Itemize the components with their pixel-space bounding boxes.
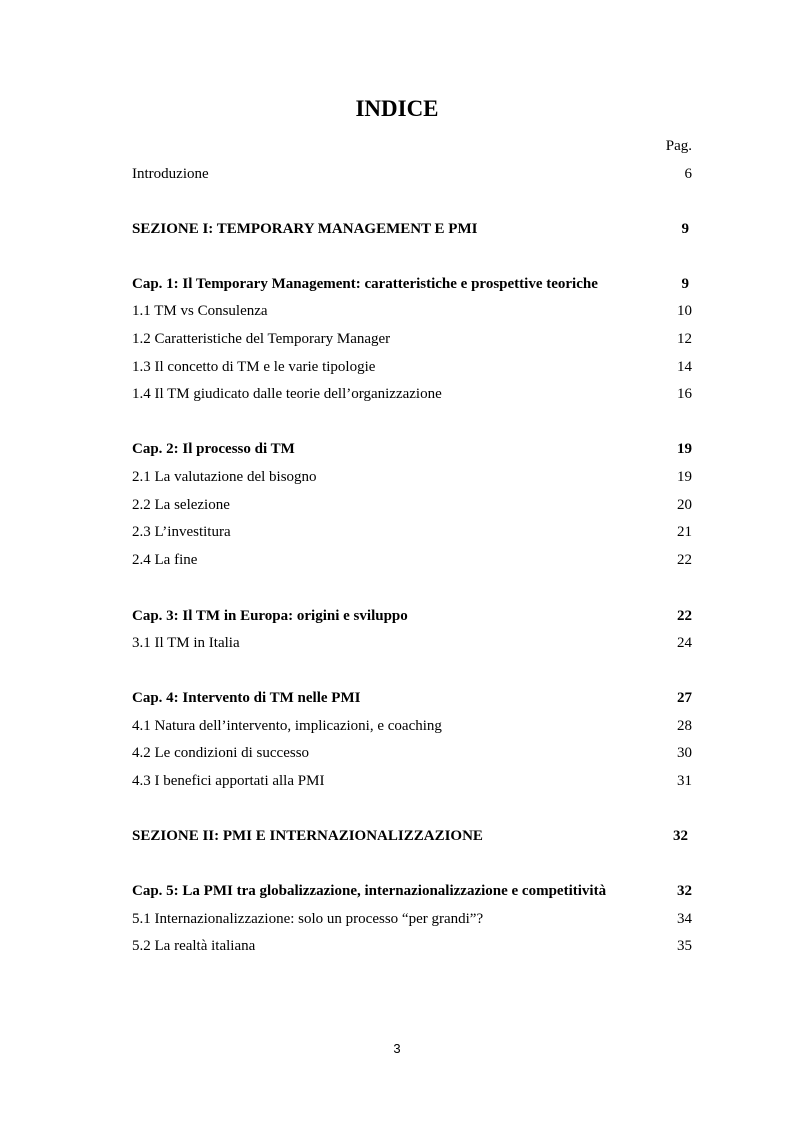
toc-entry-text: 3.1 Il TM in Italia — [132, 635, 240, 651]
toc-row — [132, 356, 692, 378]
toc-entry-page: 19 — [677, 441, 692, 457]
toc-entry-page: 9 — [681, 221, 689, 237]
toc-entry-text: 2.1 La valutazione del bisogno — [132, 469, 317, 485]
toc-entry-page: 32 — [677, 883, 692, 899]
toc-row-intro — [132, 163, 692, 185]
toc-entry-page: 27 — [677, 690, 692, 706]
toc-entry-text: SEZIONE II: PMI E INTERNAZIONALIZZAZIONE — [132, 828, 483, 844]
toc-entry-text: Cap. 4: Intervento di TM nelle PMI — [132, 690, 361, 706]
toc-row-section-2 — [132, 825, 692, 847]
toc-row — [132, 632, 692, 654]
toc-entry-text: 4.1 Natura dell’intervento, implicazioni, e coaching — [132, 718, 442, 734]
toc-row-chapter-1 — [132, 273, 692, 295]
toc-entry-page: 21 — [677, 524, 692, 540]
toc-entry-page: 9 — [681, 276, 689, 292]
toc-row — [132, 742, 692, 764]
toc-entry-text: 1.2 Caratteristiche del Temporary Manager — [132, 331, 391, 347]
toc-entry-text: 4.3 I benefici apportati alla PMI — [132, 773, 325, 789]
toc-entry-text: Cap. 2: Il processo di TM — [132, 441, 295, 457]
toc-entry-text: 1.3 Il concetto di TM e le varie tipologie — [132, 359, 376, 375]
toc-row-chapter-3 — [132, 605, 692, 627]
toc-entry-text: 5.1 Internazionalizzazione: solo un processo “per grandi”? — [132, 911, 484, 927]
toc-entry-text: 1.1 TM vs Consulenza — [132, 303, 268, 319]
toc-entry-page: 22 — [677, 552, 692, 568]
toc-entry-page: 24 — [677, 635, 692, 651]
toc-entry-text: Cap. 1: Il Temporary Management: caratteristiche e prospettive teoriche — [132, 276, 598, 292]
toc-row — [132, 549, 692, 571]
toc-entry-text: 2.4 La fine — [132, 552, 198, 568]
toc-entry-page: 14 — [677, 359, 692, 375]
toc-entry-page: 22 — [677, 608, 692, 624]
toc-entry-text: Cap. 3: Il TM in Europa: origini e sviluppo — [132, 608, 408, 624]
toc-entry-page: 10 — [677, 303, 692, 319]
page-column-label: Pag. — [665, 138, 692, 154]
toc-entry-page: 20 — [677, 497, 692, 513]
toc-row — [132, 770, 692, 792]
toc-row — [132, 494, 692, 516]
toc-entry-page: 12 — [677, 331, 692, 347]
toc-row-section-1 — [132, 218, 692, 240]
toc-entry-text: Cap. 5: La PMI tra globalizzazione, internazionalizzazione e competitività — [132, 883, 607, 899]
toc-entry-page: 31 — [677, 773, 692, 789]
toc-entry-page: 32 — [673, 828, 688, 844]
toc-row — [132, 466, 692, 488]
toc-entry-text: 4.2 Le condizioni di successo — [132, 745, 310, 761]
toc-entry-text: Introduzione — [132, 166, 209, 182]
toc-entry-text: 1.4 Il TM giudicato dalle teorie dell’organizzazione — [132, 386, 442, 402]
page-number: 3 — [393, 1041, 401, 1056]
toc-entry-page: 16 — [677, 386, 692, 402]
toc-entry-text: 5.2 La realtà italiana — [132, 938, 256, 954]
toc-entry-page: 6 — [684, 166, 692, 182]
toc-row — [132, 328, 692, 350]
toc-row — [132, 383, 692, 405]
toc-entry-page: 30 — [677, 745, 692, 761]
toc-row-chapter-4 — [132, 687, 692, 709]
toc-row — [132, 935, 692, 957]
toc-row — [132, 521, 692, 543]
toc-entry-page: 34 — [677, 911, 692, 927]
toc-entry-text: 2.2 La selezione — [132, 497, 230, 513]
toc-entry-page: 19 — [677, 469, 692, 485]
toc-entry-page: 28 — [677, 718, 692, 734]
toc-entry-text: SEZIONE I: TEMPORARY MANAGEMENT E PMI — [132, 221, 478, 237]
toc-row — [132, 300, 692, 322]
toc-row-chapter-5 — [132, 880, 692, 902]
index-title: INDICE — [355, 96, 439, 121]
toc-row — [132, 908, 692, 930]
toc-row — [132, 715, 692, 737]
toc-entry-page: 35 — [677, 938, 692, 954]
toc-entry-text: 2.3 L’investitura — [132, 524, 231, 540]
toc-row-chapter-2 — [132, 438, 692, 460]
